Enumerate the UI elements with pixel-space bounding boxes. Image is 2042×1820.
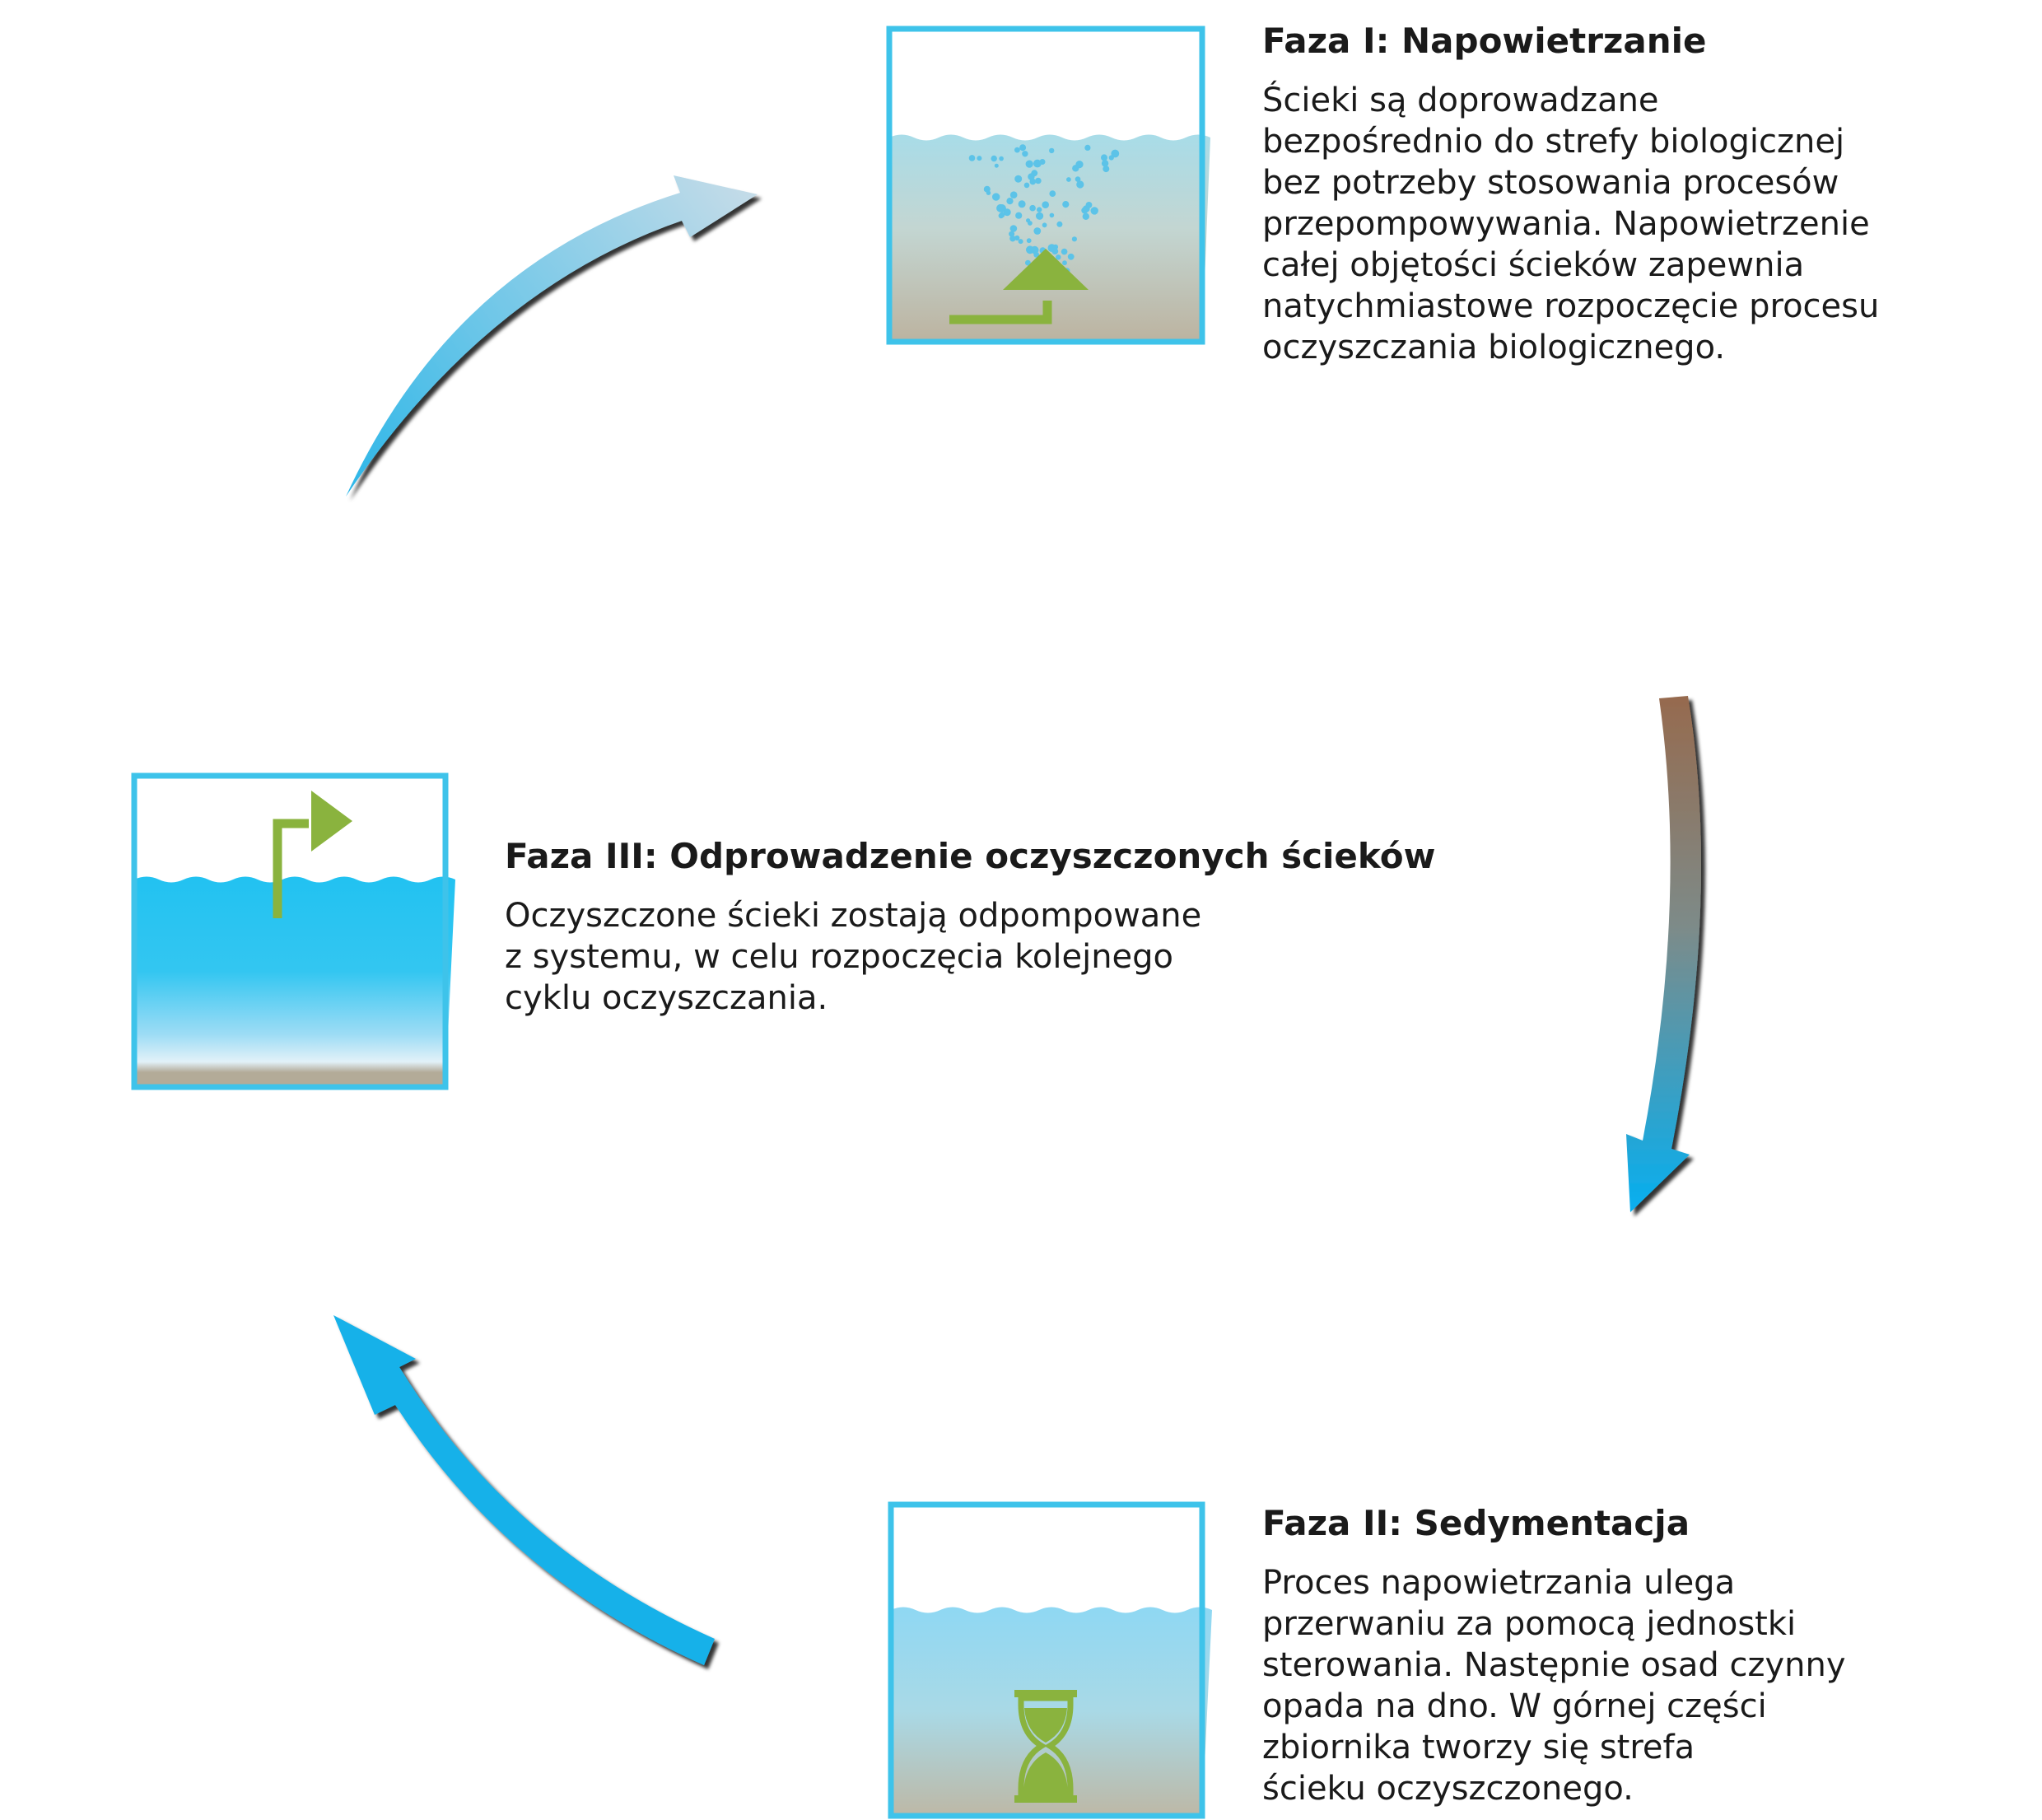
tank-phase1-aeration: [889, 29, 1210, 342]
bubble: [1066, 177, 1071, 182]
bubble: [1006, 198, 1013, 204]
bubble: [977, 156, 981, 161]
bubble: [1056, 254, 1061, 259]
bubble: [1040, 159, 1046, 165]
arrow-phase1-to-phase2: [1626, 696, 1701, 1212]
phase3-line: cyklu oczyszczania.: [505, 979, 828, 1017]
bubble: [1026, 161, 1033, 168]
phase1-line: Ścieki są doprowadzane: [1262, 82, 1659, 119]
arrow-phase3-to-phase1: [346, 175, 758, 497]
phase2-text-block: [1262, 1503, 1846, 1809]
bubble: [1019, 200, 1026, 208]
phase1-title: Faza I: Napowietrzanie: [1262, 21, 1707, 61]
bubble: [1014, 147, 1020, 153]
bubble: [1103, 166, 1109, 172]
tank-phase3-discharge: [134, 776, 455, 1087]
phase1-line: przepompowywania. Napowietrzenie: [1262, 205, 1870, 243]
bubble: [1062, 260, 1067, 265]
bubble: [1035, 178, 1042, 184]
bubble: [1042, 222, 1047, 227]
phase1-line: bez potrzeby stosowania procesów: [1262, 164, 1839, 202]
bubble: [1026, 218, 1030, 222]
phase2-title: Faza II: Sedymentacja: [1262, 1503, 1690, 1543]
bubble: [1000, 212, 1005, 218]
phase2-line: przerwaniu za pomocą jednostki: [1262, 1605, 1797, 1643]
phase3-text-block: [505, 836, 1435, 1019]
phase2-line: ścieku oczyszczonego.: [1262, 1770, 1634, 1808]
bubble: [1029, 205, 1036, 212]
bubble: [1031, 246, 1039, 254]
bubble: [1109, 155, 1114, 160]
phase3-line: z systemu, w celu rozpoczęcia kolejnego: [505, 938, 1174, 976]
phase2-description: [1262, 1562, 1846, 1809]
bubble: [1049, 148, 1054, 153]
bubble: [1056, 222, 1062, 227]
bubble: [991, 156, 997, 161]
bubble: [1027, 238, 1032, 243]
bubble: [992, 193, 1000, 200]
bubble: [1019, 239, 1023, 244]
bubble: [1072, 236, 1077, 241]
phase2-line: Proces napowietrzania ulega: [1262, 1564, 1736, 1602]
bubble: [1068, 254, 1075, 260]
bubble: [1014, 175, 1022, 183]
bubble: [1101, 154, 1107, 161]
arrow-phase2-to-phase3: [333, 1315, 715, 1665]
bubble: [999, 156, 1004, 161]
bubble: [1061, 249, 1068, 255]
bubble: [1022, 151, 1028, 156]
bubble: [1024, 183, 1030, 189]
bubble: [1084, 145, 1090, 151]
bubble: [1050, 213, 1055, 218]
phase1-line: całej objętości ścieków zapewnia: [1262, 246, 1805, 284]
phase1-line: natychmiastowe rozpoczęcie procesu: [1262, 287, 1880, 325]
bubble: [1049, 190, 1056, 197]
bubble: [1015, 212, 1022, 219]
phase3-title: Faza III: Odprowadzenie oczyszczonych ścieków: [505, 836, 1436, 876]
bubble: [1042, 201, 1049, 208]
bubble: [1075, 176, 1081, 182]
bubble: [1083, 213, 1089, 220]
phase3-description: [505, 895, 1435, 1019]
bubble: [1048, 244, 1056, 252]
bubble: [995, 164, 999, 168]
phase3-line: Oczyszczone ścieki zostają odpompowane: [505, 897, 1202, 935]
bubble: [1086, 202, 1093, 208]
bubble: [1010, 225, 1018, 232]
bubble: [1019, 144, 1026, 151]
bubble: [1037, 207, 1042, 212]
tank-phase2-sedimentation: [891, 1505, 1212, 1816]
phase1-description: [1262, 80, 1879, 368]
bubble: [1028, 175, 1033, 180]
bubble: [1062, 201, 1069, 208]
phase2-line: sterowania. Następnie osad czynny: [1262, 1646, 1846, 1684]
bubble: [1036, 212, 1043, 220]
phase1-line: oczyszczania biologicznego.: [1262, 329, 1726, 366]
bubble: [969, 155, 976, 161]
bubble: [996, 204, 1005, 212]
bubble: [1033, 227, 1041, 235]
phase1-text-block: [1262, 21, 1879, 368]
phase2-line: opada na dno. W górnej części: [1262, 1687, 1767, 1725]
bubble: [1010, 191, 1018, 198]
bubble: [986, 191, 991, 195]
phase1-line: bezpośrednio do strefy biologicznej: [1262, 123, 1845, 161]
bubble: [1091, 207, 1098, 214]
bubble: [1075, 161, 1083, 168]
phase2-line: zbiornika tworzy się strefa: [1262, 1729, 1695, 1766]
